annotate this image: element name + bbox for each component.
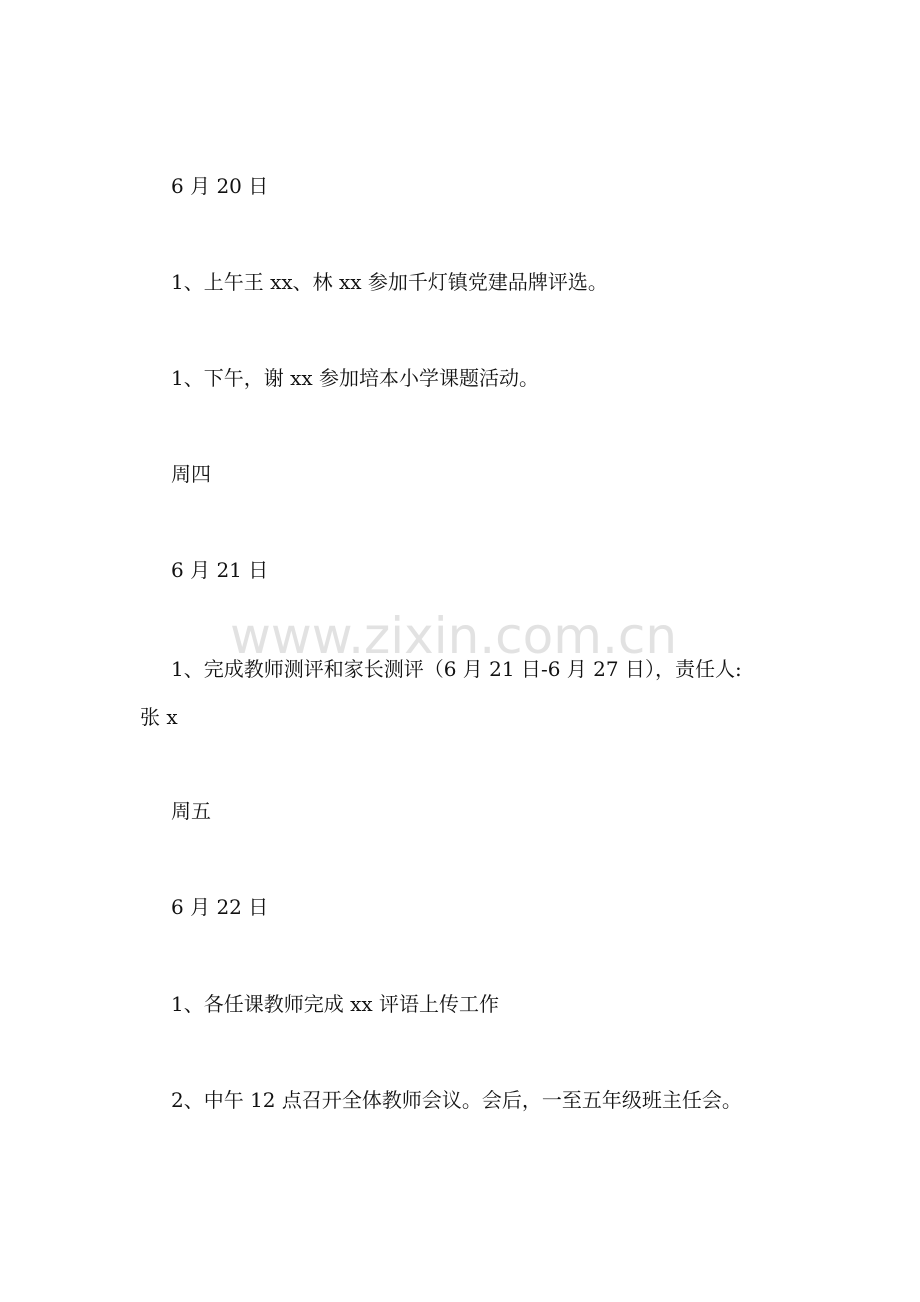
date-june-20: 6 月 20 日 bbox=[171, 174, 269, 198]
date-june-22: 6 月 22 日 bbox=[171, 895, 269, 919]
item-june-21-evaluation-continued: 张 x bbox=[140, 705, 178, 729]
watermark: www.zixin.com.cn bbox=[230, 607, 678, 665]
date-june-21: 6 月 21 日 bbox=[171, 558, 269, 582]
item-june-20-afternoon: 1、下午，谢 xx 参加培本小学课题活动。 bbox=[171, 366, 539, 390]
item-june-22-staff-meeting: 2、中午 12 点召开全体教师会议。会后，一至五年级班主任会。 bbox=[171, 1088, 742, 1112]
weekday-friday: 周五 bbox=[171, 799, 211, 823]
item-june-21-evaluation: 1、完成教师测评和家长测评（6 月 21 日-6 月 27 日），责任人: bbox=[171, 657, 742, 681]
weekday-thursday: 周四 bbox=[171, 462, 211, 486]
item-june-22-comments-upload: 1、各任课教师完成 xx 评语上传工作 bbox=[171, 992, 499, 1016]
item-june-20-morning: 1、上午王 xx、林 xx 参加千灯镇党建品牌评选。 bbox=[171, 270, 608, 294]
